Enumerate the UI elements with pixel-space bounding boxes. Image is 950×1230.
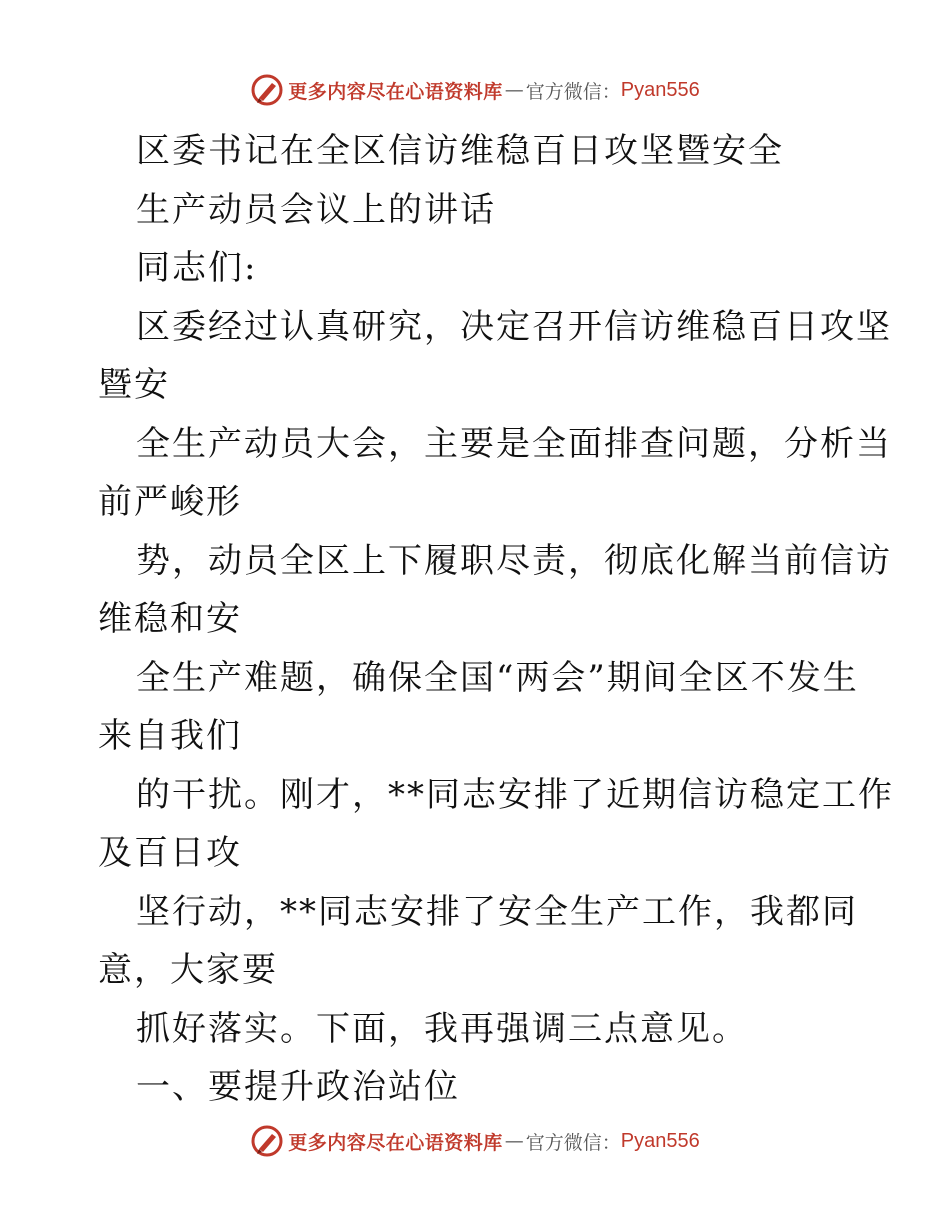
pen-logo-icon [250, 73, 284, 107]
section-heading-1: 一、要提升政治站位 [136, 1067, 460, 1107]
banner-official-label: 官方微信： [525, 1131, 621, 1154]
banner-dash: — [504, 1130, 524, 1152]
body-line: 势，动员全区上下履职尽责，彻底化解当前信访 [136, 540, 892, 581]
body-line: 维稳和安 [98, 599, 242, 639]
title-line-2: 生产动员会议上的讲话 [136, 189, 496, 230]
body-line: 的干扰。刚才，**同志安排了近期信访稳定工作 [136, 774, 894, 815]
title-line-1: 区委书记在全区信访维稳百日攻坚暨安全 [136, 131, 784, 171]
body-line: 前严峻形 [98, 482, 242, 522]
footer-banner [0, 1121, 950, 1161]
pen-logo-icon [250, 1124, 284, 1158]
banner-wechat-id: Pyan556 [620, 78, 700, 101]
body-line: 全生产难题，确保全国“两会”期间全区不发生 [136, 657, 859, 698]
banner-brand: 更多内容尽在心语资料库 [288, 1131, 503, 1154]
salutation: 同志们: [136, 248, 258, 288]
body-line: 区委经过认真研究，决定召开信访维稳百日攻坚 [136, 306, 892, 347]
banner-official-label: 官方微信： [525, 80, 621, 103]
body-line: 坚行动，**同志安排了安全生产工作，我都同 [136, 891, 858, 932]
banner-dash: — [504, 79, 524, 101]
body-line: 全生产动员大会，主要是全面排查问题，分析当 [136, 423, 892, 464]
header-banner [0, 70, 950, 110]
body-line: 及百日攻 [98, 833, 242, 873]
body-line: 抓好落实。下面，我再强调三点意见。 [136, 1008, 748, 1049]
document-body [98, 122, 894, 1117]
body-line: 暨安 [98, 365, 170, 405]
body-line: 来自我们 [98, 716, 242, 756]
body-line: 意，大家要 [98, 950, 278, 990]
banner-brand: 更多内容尽在心语资料库 [288, 80, 503, 103]
banner-wechat-id: Pyan556 [620, 1129, 700, 1152]
